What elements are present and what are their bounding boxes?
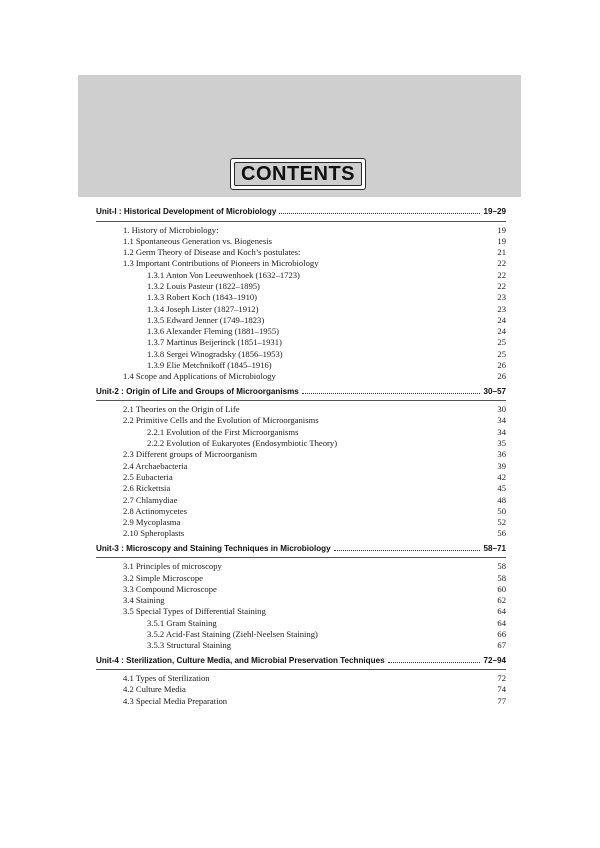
- toc-entry: [96, 573, 506, 584]
- toc-entry-page: 34: [497, 426, 506, 437]
- toc-entry-title: 2.1 Theories on the Origin of Life: [123, 404, 240, 415]
- toc-entry: [96, 449, 506, 460]
- unit-divider: [96, 669, 506, 670]
- unit-divider: [96, 221, 506, 222]
- toc-entry-title: 3.1 Principles of microscopy: [123, 561, 222, 572]
- toc-entry-page: 74: [497, 684, 506, 695]
- toc-entry-page: 21: [497, 247, 506, 258]
- toc-entry: [96, 292, 506, 303]
- toc-entry: [96, 371, 506, 382]
- toc-entry-title: 2.4 Archaebacteria: [123, 460, 188, 471]
- unit-divider: [96, 400, 506, 401]
- toc-entry: [96, 360, 506, 371]
- toc-entry-page: 24: [497, 314, 506, 325]
- toc-entry-title: 3.5.3 Structural Staining: [147, 640, 232, 651]
- toc-entry-title: 2.10 Spheroplasts: [123, 528, 185, 539]
- toc-entry-page: 56: [497, 528, 506, 539]
- toc-entry: [96, 584, 506, 595]
- contents-title-frame: [230, 158, 366, 190]
- toc-entry-title: 1.4 Scope and Applications of Microbiology: [123, 371, 276, 382]
- toc-entry-title: 3.5 Special Types of Differential Staining: [123, 606, 266, 617]
- toc-entry-page: 67: [497, 640, 506, 651]
- toc-entry-page: 19: [497, 224, 506, 235]
- toc-entry-page: 77: [497, 695, 506, 706]
- toc-entry-title: 1.2 Germ Theory of Disease and Koch’s postulates:: [123, 247, 301, 258]
- toc-entry: [96, 506, 506, 517]
- toc-entry-title: 3.2 Simple Microscope: [123, 572, 203, 583]
- toc-entry-title: 1.3.9 Elie Metchnikoff (1845–1916): [147, 360, 272, 371]
- toc-entry: [96, 461, 506, 472]
- toc-entry: [96, 673, 506, 684]
- toc-entry: [96, 315, 506, 326]
- unit-page-range: 19–29: [483, 207, 506, 216]
- toc-entry-page: 36: [497, 449, 506, 460]
- toc-entry-title: 3.4 Staining: [123, 595, 165, 606]
- toc-entry-page: 48: [497, 494, 506, 505]
- toc-entry-page: 58: [497, 572, 506, 583]
- toc-entry-page: 25: [497, 337, 506, 348]
- toc-entry-title: 2.9 Mycoplasma: [123, 517, 181, 528]
- toc-entry-page: 62: [497, 595, 506, 606]
- toc-entry: [96, 225, 506, 236]
- toc-entry-page: 23: [497, 292, 506, 303]
- unit-page-range: 30–57: [483, 386, 506, 396]
- page-title: CONTENTS: [234, 162, 362, 186]
- toc-entry: [96, 404, 506, 415]
- unit-heading: [96, 656, 506, 669]
- toc-entry-title: 1.3.4 Joseph Lister (1827–1912): [147, 303, 259, 314]
- toc-entry-page: 19: [497, 235, 506, 246]
- toc-entry-page: 64: [497, 606, 506, 617]
- toc-entry-page: 22: [497, 280, 506, 291]
- toc-entry: [96, 270, 506, 281]
- toc-entry: [96, 415, 506, 426]
- toc-entry-title: 1.3.7 Martinus Beijerinck (1851–1931): [147, 337, 282, 348]
- toc-entry-page: 35: [497, 438, 506, 449]
- toc-entry: [96, 483, 506, 494]
- toc-entry: [96, 595, 506, 606]
- unit-title: Unit-I : Historical Development of Microbiology: [96, 207, 277, 216]
- toc-entry-page: 25: [497, 348, 506, 359]
- toc-entry-title: 4.1 Types of Sterilization: [123, 673, 210, 684]
- toc-entry-page: 72: [497, 673, 506, 684]
- unit-title: Unit-3 : Microscopy and Staining Techniques in Microbiology: [96, 543, 331, 553]
- toc-entry: [96, 247, 506, 258]
- unit-heading: [96, 387, 506, 400]
- toc-entry: [96, 495, 506, 506]
- dot-leader: [279, 212, 480, 214]
- toc-entry: [96, 472, 506, 483]
- toc-entry: [96, 427, 506, 438]
- toc-entry-title: 1.3.1 Anton Von Leeuwenhoek (1632–1723): [147, 269, 300, 280]
- toc-entry-page: 24: [497, 326, 506, 337]
- toc-entry-title: 1.3.8 Sergei Winogradsky (1856–1953): [147, 348, 283, 359]
- toc-entry-title: 2.8 Actinomycetes: [123, 505, 187, 516]
- unit-title: Unit-4 : Sterilization, Culture Media, and Microbial Preservation Techniques: [96, 655, 385, 665]
- toc-entry: [96, 517, 506, 528]
- toc-entry-title: 2.2.2 Evolution of Eukaryotes (Endosymbiotic Theory): [147, 438, 338, 449]
- toc-entry: [96, 640, 506, 651]
- dot-leader: [302, 392, 481, 394]
- toc-entry: [96, 696, 506, 707]
- toc-entry-page: 22: [497, 258, 506, 269]
- toc-entry-title: 4.2 Culture Media: [123, 684, 186, 695]
- unit-divider: [96, 557, 506, 558]
- toc-entry-page: 45: [497, 483, 506, 494]
- unit-title: Unit-2 : Origin of Life and Groups of Microorganisms: [96, 386, 299, 396]
- toc-entry-title: 4.3 Special Media Preparation: [123, 695, 228, 706]
- toc-entry: [96, 561, 506, 572]
- toc-entry: [96, 438, 506, 449]
- toc-entry-title: 2.6 Rickettsia: [123, 483, 171, 494]
- toc-entry: [96, 326, 506, 337]
- toc-entry-title: 1.3.3 Robert Koch (1843–1910): [147, 292, 258, 303]
- toc-entry-title: 2.7 Chlamydiae: [123, 494, 178, 505]
- toc-entry-title: 3.3 Compound Microscope: [123, 583, 217, 594]
- toc-entry-page: 58: [497, 561, 506, 572]
- toc-entry: [96, 629, 506, 640]
- dot-leader: [334, 549, 481, 551]
- toc-entry-title: 1.3.6 Alexander Fleming (1881–1955): [147, 326, 279, 337]
- table-of-contents: [96, 207, 506, 707]
- toc-entry-title: 1.3 Important Contributions of Pioneers in Microbiology: [123, 258, 319, 269]
- toc-entry-page: 52: [497, 517, 506, 528]
- dot-leader: [388, 661, 481, 663]
- toc-entry-title: 2.2.1 Evolution of the First Microorganisms: [147, 426, 299, 437]
- toc-entry-title: 1.3.2 Louis Pasteur (1822–1895): [147, 280, 260, 291]
- toc-entry-page: 22: [497, 269, 506, 280]
- toc-entry-title: 2.3 Different groups of Microorganism: [123, 449, 258, 460]
- toc-entry-title: 1. History of Microbiology:: [123, 224, 219, 235]
- toc-entry-page: 42: [497, 471, 506, 482]
- toc-entry-page: 60: [497, 583, 506, 594]
- toc-entry-page: 26: [497, 360, 506, 371]
- unit-heading: [96, 544, 506, 557]
- unit-page-range: 72–94: [483, 655, 506, 665]
- toc-entry: [96, 528, 506, 539]
- toc-entry-title: 3.5.1 Gram Staining: [147, 617, 217, 628]
- toc-entry: [96, 281, 506, 292]
- toc-entry-page: 50: [497, 505, 506, 516]
- toc-entry-page: 39: [497, 460, 506, 471]
- toc-entry-page: 34: [497, 415, 506, 426]
- toc-entry-title: 2.2 Primitive Cells and the Evolution of Microorganisms: [123, 415, 319, 426]
- toc-entry-title: 1.3.5 Edward Jenner (1749–1823): [147, 314, 265, 325]
- toc-entry: [96, 349, 506, 360]
- toc-entry: [96, 337, 506, 348]
- toc-entry-page: 26: [497, 371, 506, 382]
- toc-entry-page: 23: [497, 303, 506, 314]
- toc-entry-title: 3.5.2 Acid-Fast Staining (Ziehl-Neelsen Staining): [147, 629, 318, 639]
- toc-entry: [96, 258, 506, 269]
- toc-entry: [96, 304, 506, 315]
- toc-entry: [96, 606, 506, 617]
- unit-page-range: 58–71: [483, 543, 506, 553]
- toc-entry: [96, 684, 506, 695]
- toc-entry-page: 64: [497, 617, 506, 628]
- toc-entry-page: 66: [497, 629, 506, 639]
- toc-entry-title: 1.1 Spontaneous Generation vs. Biogenesis: [123, 235, 272, 246]
- toc-entry-page: 30: [497, 404, 506, 415]
- toc-entry: [96, 236, 506, 247]
- toc-entry-title: 2.5 Eubacteria: [123, 471, 173, 482]
- unit-heading: [96, 207, 506, 220]
- toc-entry: [96, 618, 506, 629]
